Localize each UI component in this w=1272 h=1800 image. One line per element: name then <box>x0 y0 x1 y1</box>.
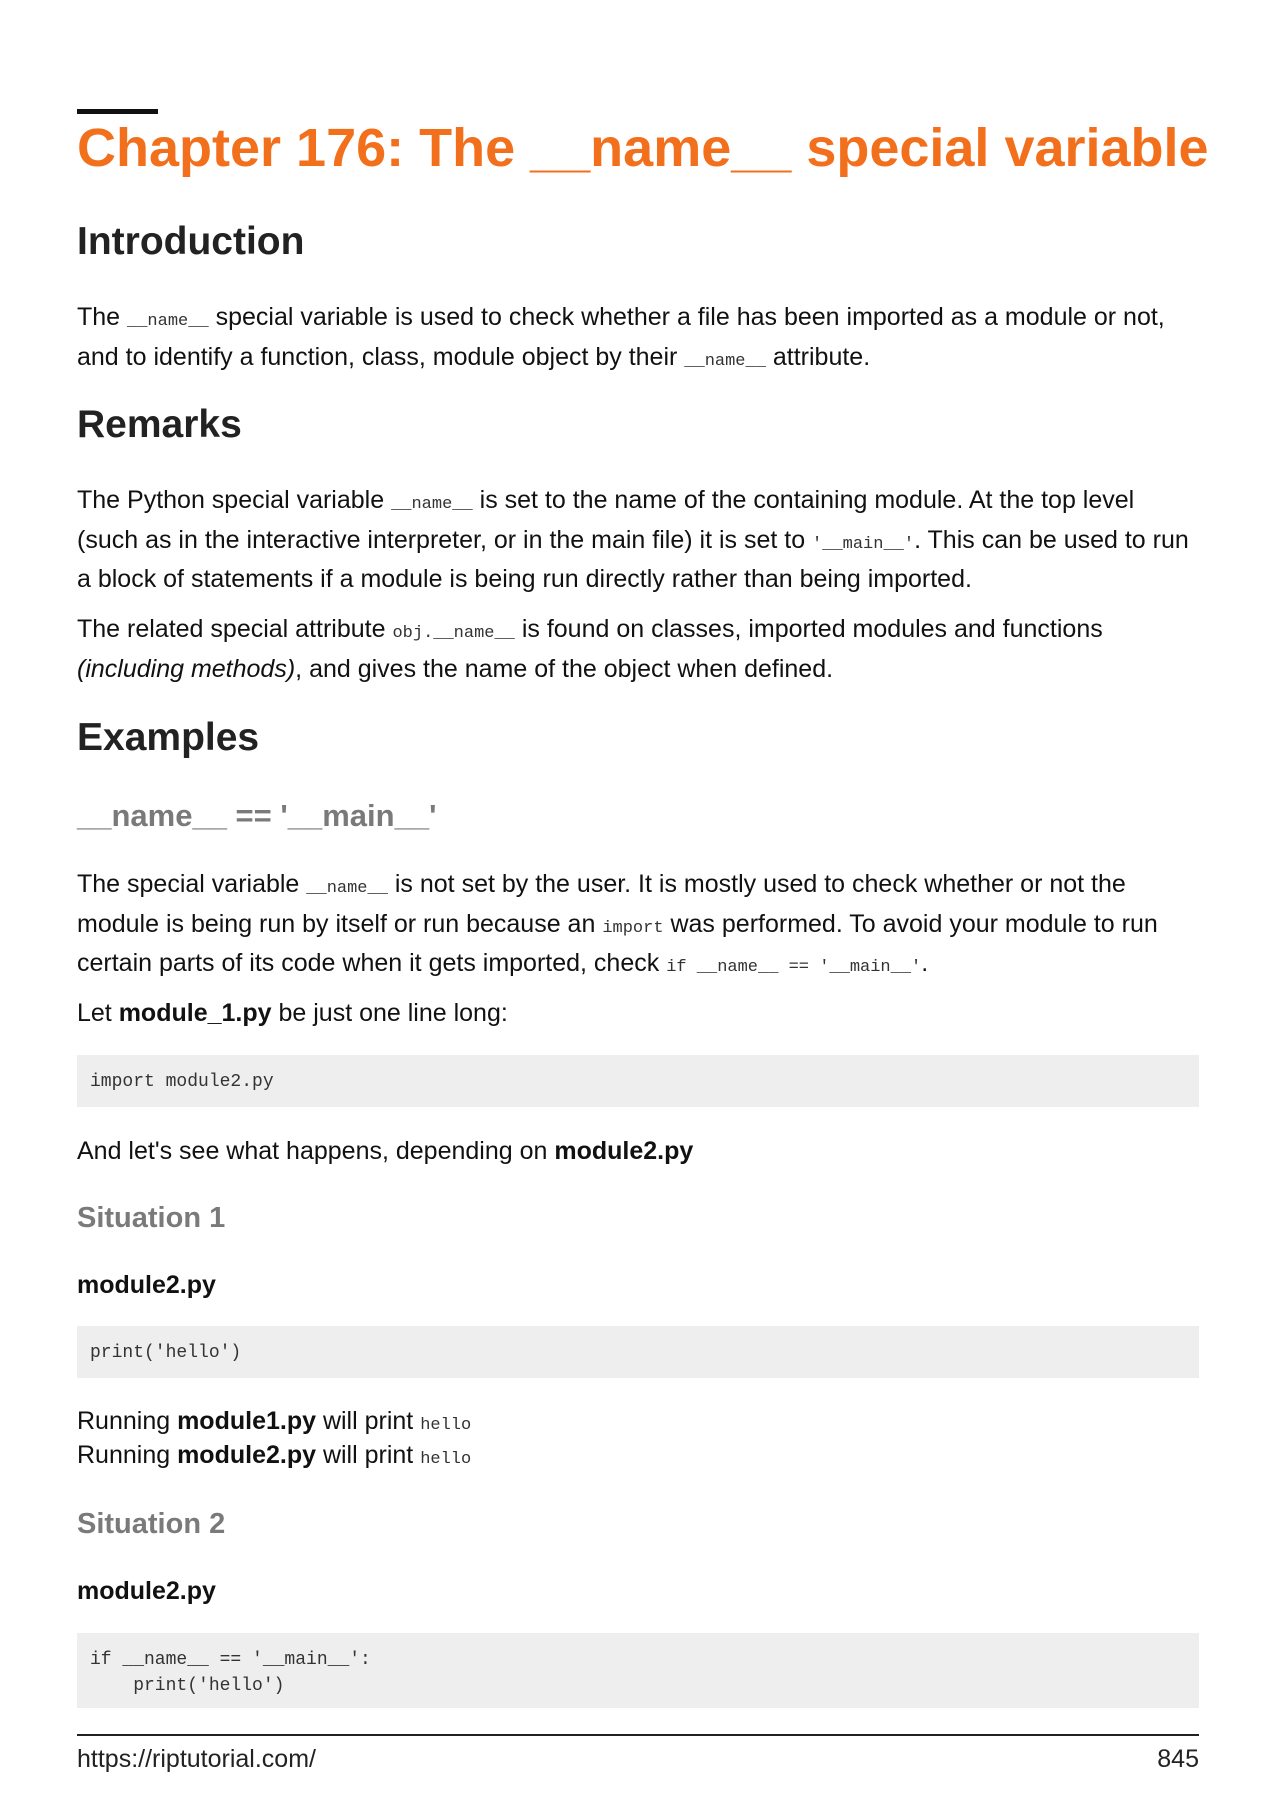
footer-url: https://riptutorial.com/ <box>77 1745 316 1773</box>
text-run: Running <box>77 1441 178 1469</box>
text-run: The <box>77 303 128 331</box>
text-run: And let's see what happens, depending on <box>77 1137 555 1165</box>
inline-code: hello <box>420 1450 472 1469</box>
code-block-situation-1 <box>77 1326 1199 1378</box>
remarks-paragraph-1 <box>77 483 1199 597</box>
examples-heading: Examples <box>77 716 260 759</box>
text-run: Let <box>77 999 119 1027</box>
situation-1-result-line-2 <box>77 1438 1199 1478</box>
inline-code: __name__ <box>127 312 209 331</box>
remarks-paragraph-2 <box>77 612 1199 686</box>
bold-filename: module_1.py <box>118 999 272 1027</box>
examples-paragraph-3 <box>77 1134 1199 1169</box>
situation-1-heading: Situation 1 <box>77 1202 226 1234</box>
code-text: import module2.py <box>90 1072 274 1092</box>
inline-code: if __name__ == '__main__' <box>666 958 922 977</box>
text-run: Running <box>77 1407 178 1435</box>
bold-filename: module1.py <box>177 1407 316 1435</box>
code-block-situation-2 <box>77 1633 1199 1708</box>
examples-paragraph-2 <box>77 996 1199 1031</box>
bold-filename: module2.py <box>554 1137 694 1165</box>
chapter-title: Chapter 176: The __name__ special variable <box>77 118 1209 178</box>
inline-code: '__main__' <box>812 534 915 554</box>
text-run: The related special attribute <box>77 615 393 643</box>
text-run: was performed. To avoid your module to run certain parts of its code when it gets imported, check <box>77 909 1158 977</box>
inline-code: hello <box>420 1416 472 1435</box>
introduction-paragraph <box>77 300 1199 379</box>
inline-code: __name__ <box>684 351 766 371</box>
code-text: print('hello') <box>90 1343 242 1363</box>
remarks-heading: Remarks <box>77 403 242 446</box>
text-run: The special variable <box>77 870 307 898</box>
text-run: The Python special variable <box>77 486 392 514</box>
bold-filename: module2.py <box>177 1441 316 1469</box>
text-run: special variable is used to check whether a file has been imported as a module or not, and to identify a function, class, module object by their <box>77 303 1165 371</box>
introduction-heading: Introduction <box>77 220 305 263</box>
text-run: is set to the name of the containing module. At the top level (such as in the interactive interpreter, or in the main file) it is set to <box>77 486 1135 554</box>
situation-1-file-label: module2.py <box>77 1271 216 1299</box>
text-run: , and gives the name of the object when defined. <box>295 654 834 683</box>
text-run: will print <box>316 1407 421 1435</box>
code-block-module1 <box>77 1055 1199 1107</box>
text-run: is not set by the user. It is mostly used to check whether or not the module is being run by itself or run because an <box>77 870 1126 938</box>
text-run: attribute. <box>765 342 871 371</box>
text-run: . This can be used to run a block of statements if a module is being run directly rather than being imported. <box>77 525 1189 593</box>
code-text: if __name__ == '__main__': print('hello') <box>90 1650 371 1696</box>
text-run: is found on classes, imported modules and functions <box>514 615 1103 643</box>
text-run: be just one line long: <box>271 999 508 1027</box>
italic-text: (including methods) <box>77 654 296 683</box>
situation-2-heading: Situation 2 <box>77 1508 226 1540</box>
situation-2-file-label: module2.py <box>77 1577 216 1605</box>
inline-code: __name__ <box>391 495 473 514</box>
examples-subheading: __name__ == '__main__' <box>77 798 437 833</box>
text-run: will print <box>316 1441 421 1469</box>
inline-code: import <box>602 918 664 938</box>
inline-code: __name__ <box>306 879 388 898</box>
document-page <box>77 0 1209 1800</box>
text-run: . <box>921 949 929 977</box>
title-accent-bar <box>77 109 158 114</box>
inline-code: obj.__name__ <box>392 624 515 643</box>
footer-divider <box>77 1734 1199 1736</box>
examples-paragraph-1 <box>77 867 1199 986</box>
page-number: 845 <box>1157 1745 1199 1773</box>
